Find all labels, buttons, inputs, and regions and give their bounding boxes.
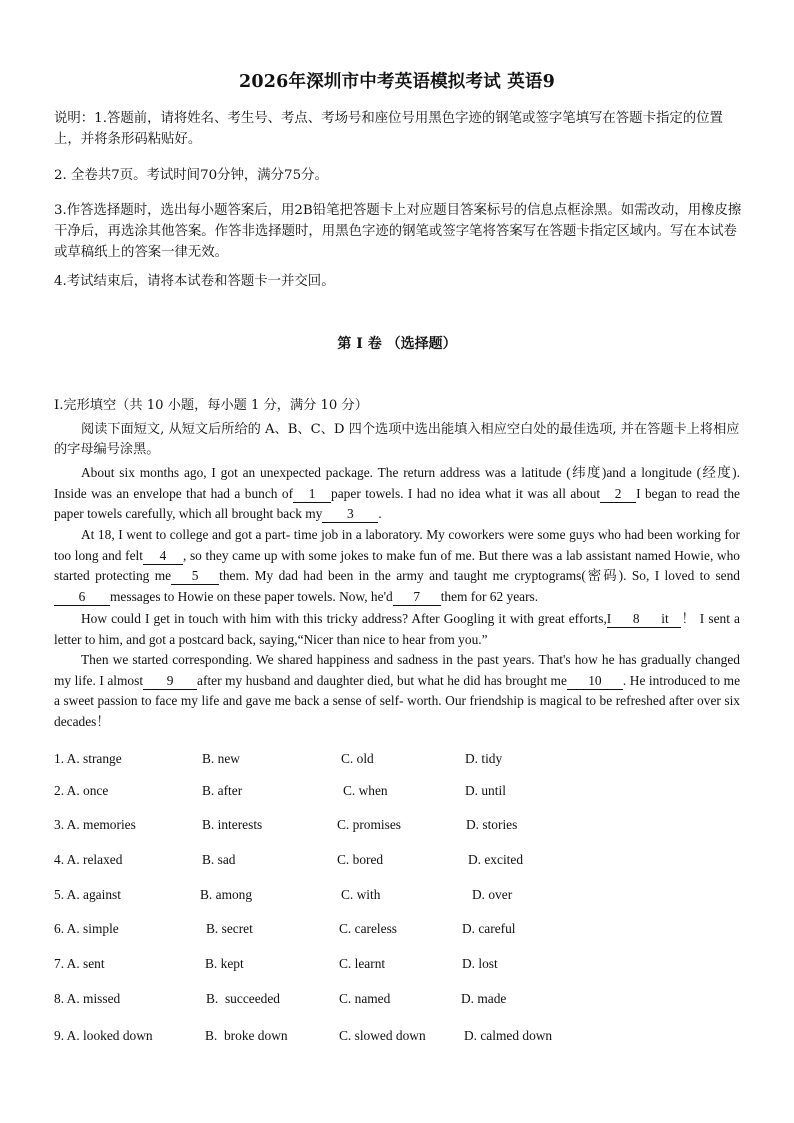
question-number: 8. A. (54, 991, 80, 1006)
passage-text: . He introduced to me a sweet passion to face my life and gave me back a sense of self- worth. Our friendship is magical to be refreshed after over six decades！ (54, 672, 741, 730)
blank-7: 7 (393, 589, 441, 606)
question-6-options (54, 921, 744, 941)
option-d[interactable]: D. lost (462, 956, 498, 971)
blank-1: 1 (293, 486, 331, 503)
option-a[interactable] (54, 751, 122, 767)
question-number: 5. A. (54, 887, 80, 902)
passage-text: I began to read the paper towels carefully, which all brought back my (54, 485, 740, 522)
option-b[interactable]: B. broke down (205, 1028, 288, 1043)
option-c[interactable]: C. when (343, 783, 388, 798)
passage-paragraph-2 (54, 525, 740, 608)
option-a[interactable] (54, 887, 121, 903)
option-a[interactable] (54, 817, 136, 833)
passage-text: them. My dad had been in the army and taught me cryptograms(密码). So, I loved to send (219, 568, 740, 584)
option-b[interactable]: B. secret (206, 921, 253, 936)
option-b[interactable]: B. new (202, 751, 240, 766)
question-number: 3. A. (54, 817, 80, 832)
blank-6: 6 (54, 589, 110, 606)
question-1-options (54, 751, 744, 771)
instruction-1: 说明：1.答题前，请将姓名、考生号、考点、考场号和座位号用黑色字迹的钢笔或签字笔填写在答题卡指定的位置上，并将条形码粘贴好。 (54, 111, 723, 147)
instruction-3: 3.作答选择题时，选出每小题答案后，用2B铅笔把答题卡上对应题目答案标号的信息点框涂黑。如需改动，用橡皮擦干净后，再选涂其他答案。作答非选择题时，用黑色字迹的钢笔或签字笔将答案写在答题卡指定区域内。写在本试卷或草稿纸上的答案一律无效。 (54, 203, 742, 260)
option-d[interactable]: D. careful (462, 921, 516, 936)
blank-8 (607, 611, 681, 628)
question-7-options (54, 956, 744, 976)
question-number: 4. A. (54, 852, 80, 867)
option-a[interactable] (54, 852, 122, 868)
instruction-2: 2. 全卷共7页。考试时间70分钟，满分75分。 (54, 168, 328, 183)
blank-2: 2 (600, 486, 636, 503)
option-d[interactable]: D. calmed down (464, 1028, 553, 1043)
option-a-text: memories (83, 817, 136, 832)
option-a-text: strange (83, 751, 122, 766)
passage-text: ！ I sent a letter to him, and got a postcard back, saying,“Nicer than nice to hear from you.” (54, 611, 740, 647)
option-c[interactable]: C. slowed down (339, 1028, 426, 1043)
blank-8-prefix: I (606, 611, 612, 626)
option-a[interactable] (54, 991, 120, 1007)
passage-text: paper towels. I had no idea what it was all about (331, 485, 601, 501)
passage-text: after my husband and daughter died, but what he did has brought me (197, 672, 567, 688)
option-c[interactable]: C. named (339, 991, 391, 1006)
option-c[interactable]: C. careless (339, 921, 398, 936)
passage-text: , so they came up with some jokes to make fun of me. But there was a lab assistant named Howie, who started protecting me (54, 547, 740, 584)
exam-title: 2026年深圳市中考英语模拟考试 英语9 (239, 72, 555, 92)
blank-3: 3 (322, 506, 378, 523)
question-number: 2. A. (54, 783, 80, 798)
blank-9: 9 (143, 673, 197, 690)
blank-5: 5 (171, 568, 219, 585)
option-a-text: missed (83, 991, 121, 1006)
passage-text: . (378, 506, 382, 522)
option-b[interactable]: B. kept (205, 956, 244, 971)
section-title: 第 I 卷 （选择题） (337, 336, 457, 352)
option-a[interactable] (54, 783, 108, 799)
question-4-options (54, 852, 744, 872)
passage-text: How could I get in touch with him with this tricky address? After Googling it with great efforts, (81, 611, 607, 626)
option-d[interactable]: D. excited (468, 852, 524, 867)
option-a[interactable] (54, 956, 105, 972)
question-3-options (54, 817, 744, 837)
question-number: 6. A. (54, 921, 80, 936)
option-a-text: simple (83, 921, 119, 936)
option-a-text: once (83, 783, 109, 798)
passage-paragraph-4 (54, 650, 740, 733)
option-b[interactable]: B. succeeded (206, 991, 280, 1006)
passage-text: At 18, I went to college and got a part- time job in a laboratory. My coworkers were some guys who had been working for too long and felt (54, 527, 740, 563)
part-directions: 阅读下面短文, 从短文后所给的 A、B、C、D 四个选项中选出能填入相应空白处的最佳选项, 并在答题卡上将相应的字母编号涂黑。 (54, 422, 740, 457)
question-8-options (54, 991, 744, 1011)
option-d[interactable]: D. until (465, 783, 506, 798)
passage-text: messages to Howie on these paper towels. Now, he'd (110, 589, 393, 605)
question-number: 1. A. (54, 751, 80, 766)
question-2-options (54, 783, 744, 803)
option-d[interactable]: D. made (461, 991, 507, 1006)
passage-paragraph-3 (54, 609, 740, 650)
option-b[interactable]: B. sad (202, 852, 236, 867)
question-number: 7. A. (54, 956, 80, 971)
instruction-4: 4.考试结束后，请将本试卷和答题卡一并交回。 (54, 274, 335, 289)
passage-text: Then we started corresponding. We shared happiness and sadness in the past years. That's how he has gradually changed my life. I almost (54, 652, 740, 688)
blank-8-number: 8 (632, 611, 640, 626)
option-b[interactable]: B. among (200, 887, 253, 902)
blank-4: 4 (143, 548, 183, 565)
passage-paragraph-1 (54, 463, 740, 525)
question-9-options (54, 1028, 744, 1048)
option-d[interactable]: D. tidy (465, 751, 503, 766)
option-a[interactable] (54, 1028, 153, 1044)
option-a-text: sent (83, 956, 105, 971)
question-5-options (54, 887, 744, 907)
option-a-text: relaxed (83, 852, 123, 867)
part-heading: Ⅰ.完形填空（共 10 小题，每小题 1 分，满分 10 分） (54, 398, 368, 413)
option-a[interactable] (54, 921, 119, 937)
blank-10: 10 (567, 673, 623, 690)
option-d[interactable]: D. over (472, 887, 513, 902)
passage-text: them for 62 years. (440, 589, 539, 605)
question-number: 9. A. (54, 1028, 80, 1043)
option-c[interactable]: C. learnt (339, 956, 386, 971)
option-c[interactable]: C. with (341, 887, 381, 902)
passage-text: About six months ago, I got an unexpected package. The return address was a latitude (纬度)and a longitude (经度). Inside was an envelope that had a bunch of (54, 465, 740, 501)
option-d[interactable]: D. stories (466, 817, 518, 832)
option-c[interactable]: C. bored (337, 852, 384, 867)
option-a-text: looked down (83, 1028, 153, 1043)
option-a-text: against (83, 887, 121, 902)
option-c[interactable]: C. promises (337, 817, 401, 832)
option-b[interactable]: B. interests (202, 817, 263, 832)
option-b[interactable]: B. after (202, 783, 243, 798)
option-c[interactable]: C. old (341, 751, 374, 766)
blank-8-suffix: it (661, 611, 669, 626)
